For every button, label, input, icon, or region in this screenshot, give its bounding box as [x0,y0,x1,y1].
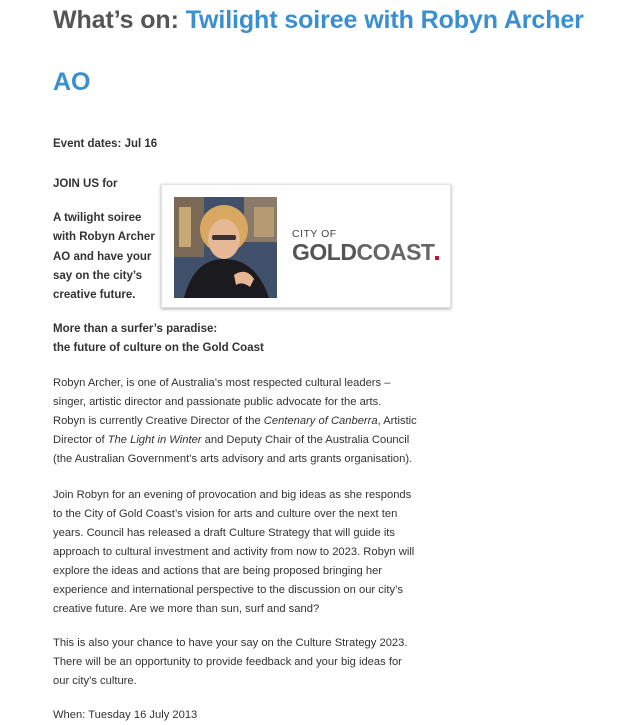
paragraph-feedback [53,634,453,691]
invite-line: creative future. [53,289,136,302]
subheading [53,320,264,358]
invite-text [53,209,168,305]
subheading-line: the future of culture on the Gold Coast [53,342,264,354]
text-italic: Centenary of Canberra [263,415,378,427]
text-line: Join Robyn for an evening of provocation and big ideas as she responds [53,489,412,501]
title-prefix: What’s on: [53,6,186,34]
event-when: When: Tuesday 16 July 2013 [53,709,198,721]
logo-coast: COAST [356,239,435,265]
invite-line: say on the city’s [53,269,143,282]
article [53,0,629,721]
text-line: years. Council has released a draft Culture Strategy that will guide its [53,527,396,539]
text-line: Robyn Archer, is one of Australia’s most respected cultural leaders – [53,377,391,389]
text-line: explore the ideas and actions that are being proposed bringing her [53,565,383,577]
text-line: Director of [53,434,108,446]
text-line: (the Australian Government’s arts advisory and arts grants organisation). [53,453,413,465]
text-line: our city’s culture. [53,675,137,687]
logo-city-of: CITY OF [292,228,337,240]
portrait-illustration [174,197,277,298]
paragraph-event [53,486,453,619]
subheading-line: More than a surfer’s paradise: [53,323,218,335]
robyn-archer-portrait [174,197,277,298]
city-of-gold-coast-logo [292,229,442,269]
text-line: to the City of Gold Coast’s vision for arts and culture over the next ten [53,508,398,520]
text-line: , Artistic [377,415,417,427]
invite-line: A twilight soiree [53,212,142,224]
event-dates: Event dates: Jul 16 [53,138,158,150]
logo-gold: GOLD [292,239,357,265]
text-line: and Deputy Chair of the Australia Council [201,434,410,446]
text-italic: The Light in Winter [107,434,202,446]
logo-dot-icon [435,256,439,260]
text-line: There will be an opportunity to provide feedback and your big ideas for [53,656,402,668]
paragraph-bio [53,374,453,469]
promo-image-box [161,184,451,308]
text-line: creative future. Are we more than sun, surf and sand? [53,603,320,615]
text-line: This is also your chance to have your say on the Culture Strategy 2023. [53,637,408,649]
page-title [53,0,629,113]
invite-line: AO and have your [53,250,152,263]
title-event-name-cont: AO [53,68,91,96]
invite-line: with Robyn Archer [53,231,155,244]
logo-gold-coast [292,240,442,264]
text-line: singer, artistic director and passionate public advocate for the arts. [53,396,382,408]
title-event-name: Twilight soiree with Robyn Archer [185,6,584,34]
text-line: experience and international perspective to the discussion on our city’s [53,584,403,596]
text-line: Robyn is currently Creative Director of the [53,415,264,427]
text-line: approach to cultural investment and activity from now to 2023. Robyn will [53,546,415,558]
join-label: JOIN US for [53,178,118,190]
